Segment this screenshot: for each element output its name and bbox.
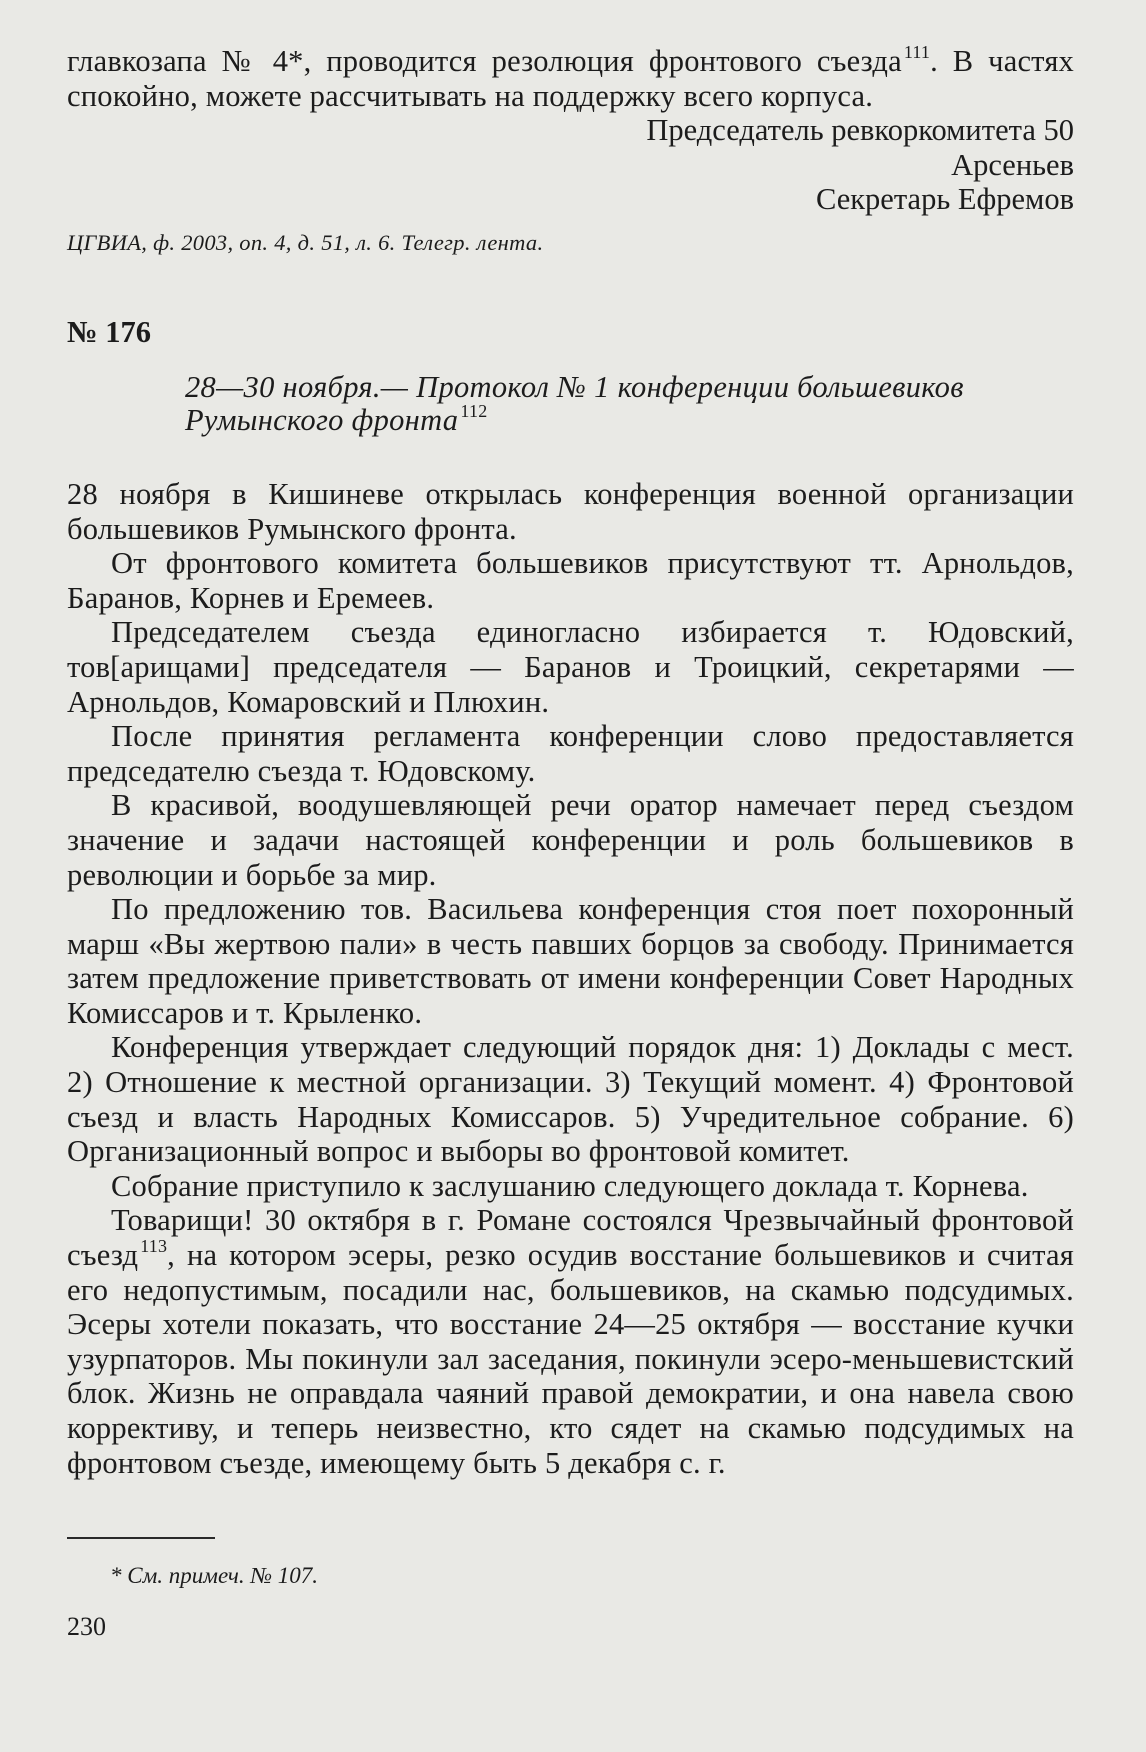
document-number: № 176 — [67, 314, 152, 349]
signature-block — [67, 113, 1074, 217]
body-paragraph-7: Конференция утверждает следующий порядок дня: 1) Доклады с мест. 2) Отношение к местной организации. 3) Текущий момент. 4) Фронтовой съезд и власть Народных Комиссаров. 5) Учредительное собрание. 6) Организационный вопрос и выборы во фронтовой комитет. — [67, 1030, 1074, 1169]
body-paragraph-8: Собрание приступило к заслушанию следующего доклада т. Корнева. — [111, 1168, 1029, 1203]
body-paragraph-2: От фронтового комитета большевиков присутствуют тт. Арнольдов, Баранов, Корнев и Еремеев. — [67, 546, 1074, 615]
continuation-block — [67, 44, 1074, 113]
document-title-text: 28—30 ноября.— Протокол № 1 конференции большевиков Румынского фронта — [185, 369, 964, 437]
body-paragraph-4: После принятия регламента конференции слово предоставляется председателю съезда т. Юдовскому. — [67, 719, 1074, 788]
body-paragraph-9 — [67, 1203, 1074, 1480]
continuation-text: главкозапа № 4*, проводится резолюция фронтового съезда — [67, 44, 902, 78]
footnote: * См. примеч. № 107. — [110, 1563, 319, 1588]
body-paragraph-1: 28 ноября в Кишиневе открылась конференция военной организации большевиков Румынского фронта. — [67, 476, 1074, 546]
continuation-paragraph — [67, 44, 1074, 113]
document-body — [67, 477, 1074, 1480]
signature-line-chair: Председатель ревкоркомитета 50 — [646, 113, 1074, 148]
body-paragraph-5: В красивой, воодушевляющей речи оратор намечает перед съездом значение и задачи настоящей конференции и роль большевиков в революции и борьбе за мир. — [67, 788, 1074, 892]
endnote-ref-111: 111 — [903, 42, 931, 62]
document-title — [185, 371, 1074, 437]
endnote-ref-113: 113 — [140, 1236, 168, 1257]
body-paragraph-9-end: , на котором эсеры, резко осудив восстание большевиков и считая его недопустимым, посадили нас, большевиков, на скамью подсудимых. Эсеры хотели показать, что восстание 24—25 октября — восстание кучки узурпаторов. Мы покинули зал заседания, покинули эсеро-меньшевистский блок. Жизнь не оправдала чаяний правой демократии, и она навела свою коррективу, и теперь неизвестно, кто сядет на скамью подсудимых на фронтовом съезде, имеющему быть 5 декабря с. г. — [67, 1238, 1074, 1480]
body-paragraph-6: По предложению тов. Васильева конференция стоя поет похоронный марш «Вы жертвою пали» в честь павших борцов за свободу. Принимается затем предложение приветствовать от имени конференции Совет Народных Комиссаров и т. Крыленко. — [67, 892, 1074, 1030]
body-paragraph-9-start: Товарищи! 30 октября в г. Романе состоялся Чрезвычайный фронтовой съезд — [67, 1203, 1074, 1273]
footnote-divider — [67, 1537, 215, 1539]
signature-line-name: Арсеньев — [951, 147, 1074, 182]
endnote-ref-112: 112 — [460, 400, 488, 421]
signature-line-secretary: Секретарь Ефремов — [815, 182, 1074, 217]
body-paragraph-3: Председателем съезда единогласно избирается т. Юдовский, тов[арищами] председателя — Баранов и Троицкий, секретарями — Арнольдов, Комаровский и Плюхин. — [67, 615, 1074, 719]
page-number: 230 — [67, 1612, 106, 1641]
archive-source: ЦГВИА, ф. 2003, оп. 4, д. 51, л. 6. Телегр. лента. — [67, 229, 544, 255]
continuation-tail: . В частях спокойно, можете рассчитывать на поддержку всего корпуса. — [67, 44, 1074, 113]
